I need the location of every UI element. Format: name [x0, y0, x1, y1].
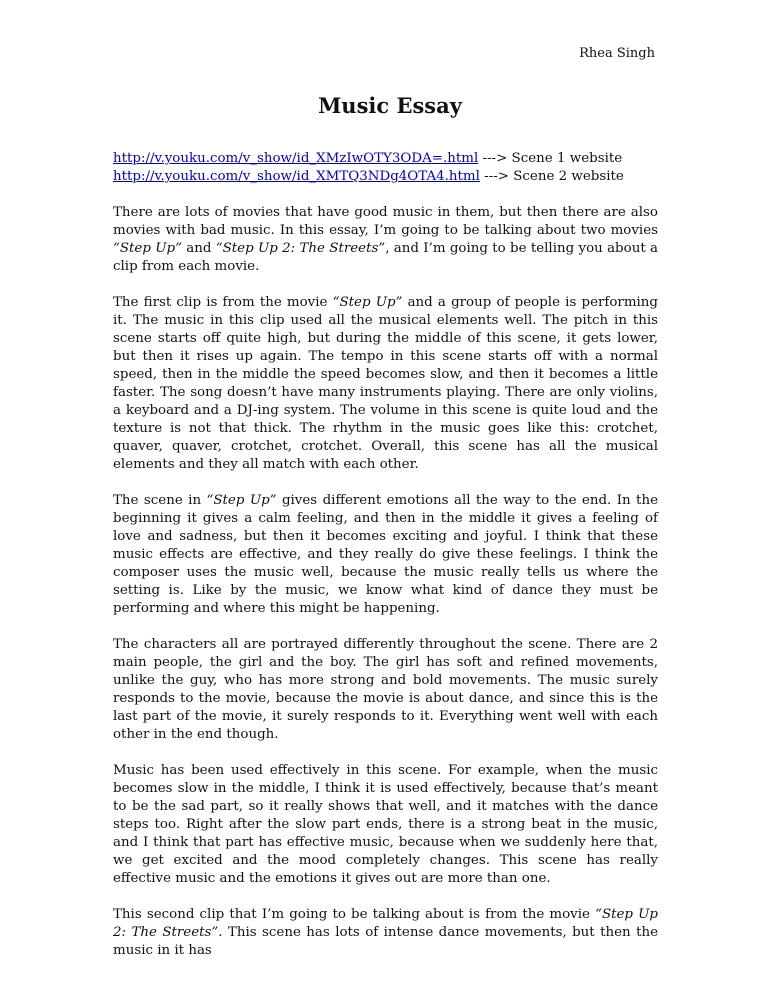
scene-2-label: ---> Scene 2 website	[479, 169, 624, 184]
link-line-scene-2	[113, 168, 658, 186]
movie-title: “Step Up 2: The Streets”	[113, 907, 658, 940]
author-name: Rhea Singh	[579, 46, 655, 61]
text-run: gives different emotions all the way to the end. In the beginning it gives a calm feeling, and then in the middle it gives a feeling of love and sadness, but then it becomes exciting and joyful. I think that these music effects are effective, and they really do give these feelings. I think the composer uses the music well, because the music really tells us where the setting is. Like by the music, we know what kind of dance they must be performing and where this might be happening.	[113, 493, 658, 616]
text-run: There are lots of movies that have good music in them, but then there are also movies with bad music. In this essay, I’m going to be talking about two movies	[113, 205, 658, 238]
paragraph-music-use: Music has been used effectively in this scene. For example, when the music becomes slow in the middle, I think it is used effectively, because that’s meant to be the sad part, so it really shows that well, and it matches with the dance steps too. Right after the slow part ends, there is a strong beat in the music, and I think that part has effective music, because when we suddenly here that, we get excited and the mood completely changes. This scene has really effective music and the emotions it gives out are more than one.	[113, 763, 658, 886]
paragraph-characters: The characters all are portrayed differently throughout the scene. There are 2 main people, the girl and the boy. The girl has soft and refined movements, unlike the guy, who has more strong and bold movements. The music surely responds to the movie, because the movie is about dance, and since this is the last part of the movie, it surely responds to it. Everything went well with each other in the end though.	[113, 637, 658, 742]
document-title-text: Music Essay	[318, 93, 462, 118]
document-title	[0, 92, 768, 120]
text-run: and	[181, 241, 216, 256]
movie-title: “Step Up”	[206, 493, 277, 508]
paragraph-intro	[113, 204, 658, 276]
paragraph-first-clip	[113, 294, 658, 474]
movie-title: “Step Up 2: The Streets”	[215, 241, 386, 256]
scene-1-label: ---> Scene 1 website	[478, 151, 623, 166]
text-run: The first clip is from the movie	[113, 295, 333, 310]
document-body	[113, 150, 658, 960]
text-run: This second clip that I’m going to be talking about is from the movie	[113, 907, 596, 922]
paragraph-second-clip	[113, 906, 658, 960]
text-run: and a group of people is performing it. The music in this clip used all the musical elements well. The pitch in this scene starts off quite high, but during the middle of this scene, it gets lower, but then it rises up again. The tempo in this scene starts off with a normal speed, then in the middle the speed becomes slow, and then it becomes a little faster. The song doesn’t have many instruments playing. There are only violins, a keyboard and a DJ-ing system. The volume in this scene is quite loud and the texture is not that thick. The rhythm in the music goes like this: crotchet, quaver, quaver, crotchet, crotchet. Overall, this scene has all the musical elements and they all match with each other.	[113, 295, 658, 472]
scene-2-link[interactable]: http://v.youku.com/v_show/id_XMTQ3NDg4OTA4.html	[113, 169, 480, 184]
text-run: , and I’m going to be telling you about a clip from each movie.	[113, 241, 659, 274]
movie-title: “Step Up”	[332, 295, 403, 310]
text-run: . This scene has lots of intense dance movements, but then the music in it has	[113, 925, 658, 958]
text-run: The scene in	[113, 493, 207, 508]
movie-title: “Step Up”	[113, 241, 182, 256]
link-line-scene-1	[113, 150, 658, 168]
scene-1-link[interactable]: http://v.youku.com/v_show/id_XMzIwOTY3ODA=.html	[113, 151, 479, 166]
paragraph-emotions	[113, 492, 658, 618]
